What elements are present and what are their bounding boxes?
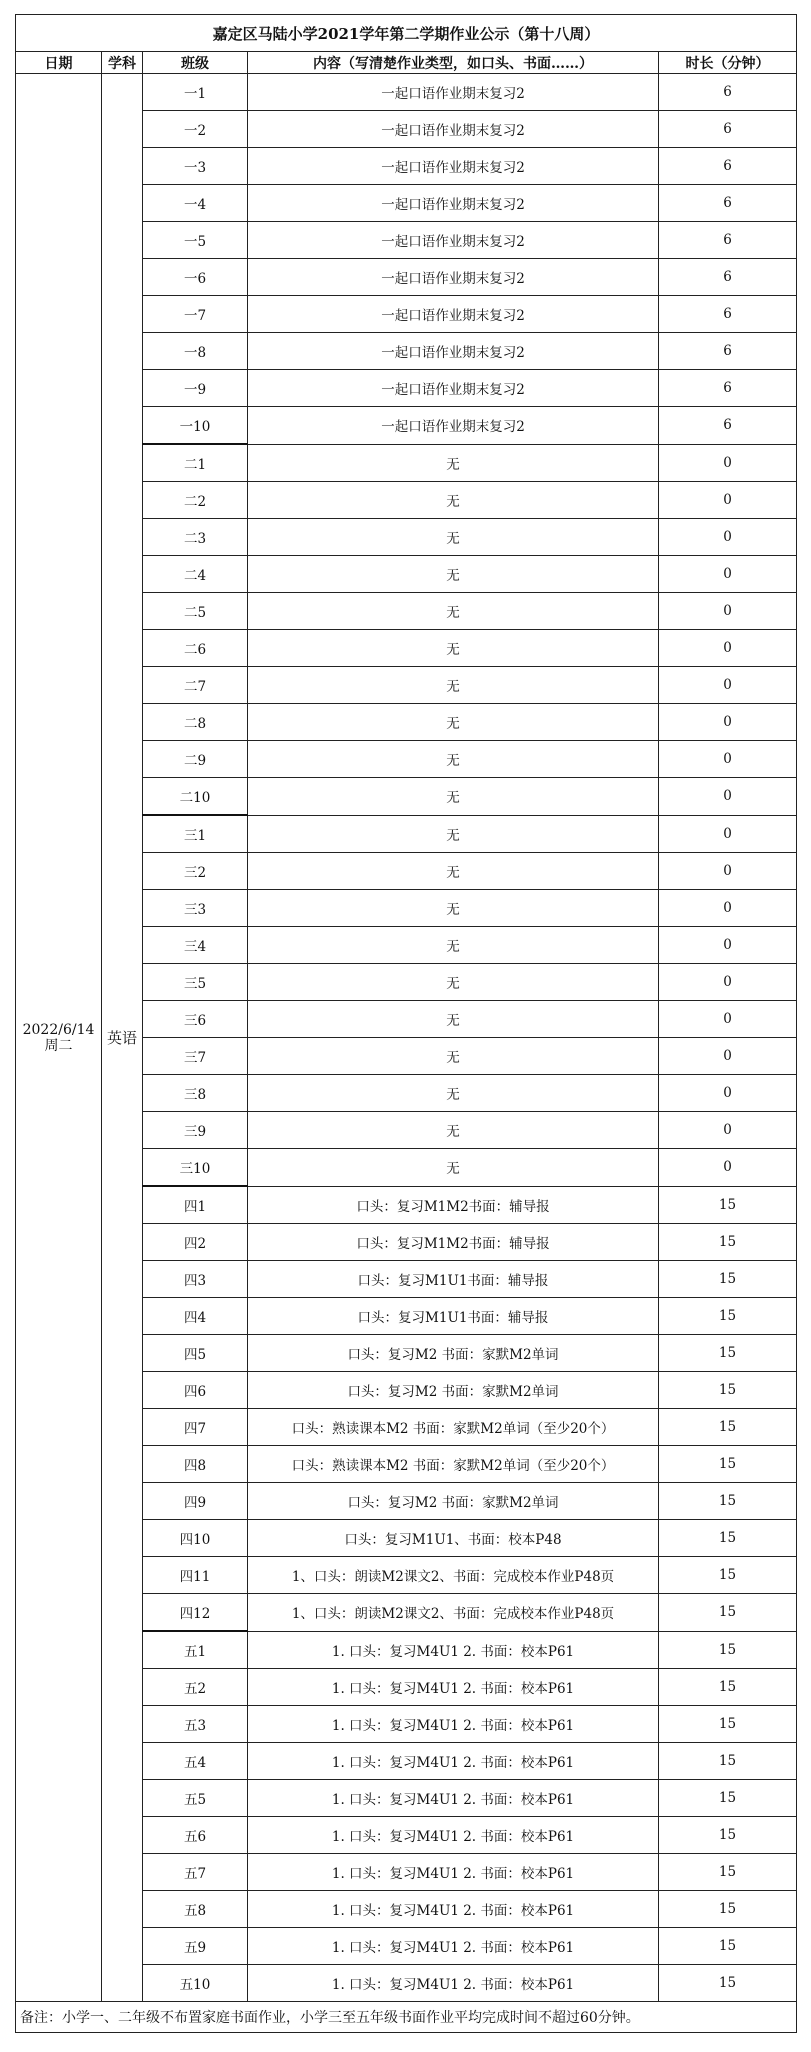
content-cell: 1. 口头：复习M4U1 2. 书面：校本P61 — [248, 1780, 659, 1817]
content-cell: 口头：复习M1M2书面：辅导报 — [248, 1186, 659, 1224]
class-cell: 二7 — [143, 667, 248, 704]
class-cell: 五10 — [143, 1965, 248, 2002]
duration-cell: 0 — [659, 1112, 797, 1149]
content-cell: 一起口语作业期末复习2 — [248, 222, 659, 259]
class-cell: 四9 — [143, 1483, 248, 1520]
content-cell: 一起口语作业期末复习2 — [248, 296, 659, 333]
class-cell: 一3 — [143, 148, 248, 185]
content-cell: 一起口语作业期末复习2 — [248, 407, 659, 445]
content-cell: 1. 口头：复习M4U1 2. 书面：校本P61 — [248, 1854, 659, 1891]
date-text: 2022/6/14 — [22, 1021, 95, 1038]
duration-cell: 15 — [659, 1520, 797, 1557]
sheet-title: 嘉定区马陆小学2021学年第二学期作业公示（第十八周） — [16, 15, 797, 52]
duration-cell: 6 — [659, 370, 797, 407]
class-cell: 五3 — [143, 1706, 248, 1743]
duration-cell: 6 — [659, 74, 797, 111]
duration-cell: 0 — [659, 704, 797, 741]
class-cell: 四5 — [143, 1335, 248, 1372]
class-cell: 一5 — [143, 222, 248, 259]
class-cell: 五7 — [143, 1854, 248, 1891]
duration-cell: 0 — [659, 1075, 797, 1112]
content-cell: 无 — [248, 593, 659, 630]
content-cell: 无 — [248, 890, 659, 927]
content-cell: 无 — [248, 1038, 659, 1075]
duration-cell: 15 — [659, 1261, 797, 1298]
class-cell: 四1 — [143, 1186, 248, 1224]
content-cell: 无 — [248, 1075, 659, 1112]
class-cell: 二4 — [143, 556, 248, 593]
content-cell: 无 — [248, 964, 659, 1001]
duration-cell: 15 — [659, 1743, 797, 1780]
duration-cell: 0 — [659, 1149, 797, 1187]
header-duration: 时长（分钟） — [659, 52, 797, 74]
class-cell: 一1 — [143, 74, 248, 111]
duration-cell: 0 — [659, 890, 797, 927]
duration-cell: 6 — [659, 407, 797, 445]
content-cell: 无 — [248, 927, 659, 964]
duration-cell: 15 — [659, 1780, 797, 1817]
class-cell: 四12 — [143, 1594, 248, 1632]
class-cell: 一6 — [143, 259, 248, 296]
duration-cell: 15 — [659, 1298, 797, 1335]
duration-cell: 0 — [659, 556, 797, 593]
duration-cell: 0 — [659, 964, 797, 1001]
content-cell: 1. 口头：复习M4U1 2. 书面：校本P61 — [248, 1965, 659, 2002]
duration-cell: 15 — [659, 1224, 797, 1261]
content-cell: 一起口语作业期末复习2 — [248, 148, 659, 185]
content-cell: 无 — [248, 1112, 659, 1149]
duration-cell: 15 — [659, 1631, 797, 1669]
duration-cell: 15 — [659, 1483, 797, 1520]
content-cell: 无 — [248, 630, 659, 667]
duration-cell: 15 — [659, 1186, 797, 1224]
content-cell: 口头：熟读课本M2 书面：家默M2单词（至少20个） — [248, 1446, 659, 1483]
content-cell: 1、口头：朗读M2课文2、书面：完成校本作业P48页 — [248, 1557, 659, 1594]
header-row — [16, 52, 797, 74]
homework-sheet — [15, 14, 796, 2033]
duration-cell: 6 — [659, 185, 797, 222]
content-cell: 无 — [248, 1149, 659, 1187]
class-cell: 一8 — [143, 333, 248, 370]
duration-cell: 0 — [659, 927, 797, 964]
class-cell: 四10 — [143, 1520, 248, 1557]
class-cell: 二2 — [143, 482, 248, 519]
content-cell: 一起口语作业期末复习2 — [248, 74, 659, 111]
duration-cell: 6 — [659, 333, 797, 370]
content-cell: 无 — [248, 704, 659, 741]
homework-table — [15, 14, 797, 2033]
title-row — [16, 15, 797, 52]
content-cell: 一起口语作业期末复习2 — [248, 259, 659, 296]
duration-cell: 15 — [659, 1446, 797, 1483]
duration-cell: 15 — [659, 1965, 797, 2002]
class-cell: 三6 — [143, 1001, 248, 1038]
date-cell — [16, 74, 102, 2002]
duration-cell: 15 — [659, 1557, 797, 1594]
duration-cell: 0 — [659, 444, 797, 482]
class-cell: 四7 — [143, 1409, 248, 1446]
header-class: 班级 — [143, 52, 248, 74]
content-cell: 无 — [248, 444, 659, 482]
duration-cell: 0 — [659, 741, 797, 778]
class-cell: 四2 — [143, 1224, 248, 1261]
content-cell: 1. 口头：复习M4U1 2. 书面：校本P61 — [248, 1891, 659, 1928]
duration-cell: 0 — [659, 853, 797, 890]
note-row — [16, 2002, 797, 2033]
header-content: 内容（写清楚作业类型，如口头、书面……） — [248, 52, 659, 74]
class-cell: 一10 — [143, 407, 248, 445]
duration-cell: 15 — [659, 1928, 797, 1965]
content-cell: 无 — [248, 778, 659, 816]
class-cell: 五4 — [143, 1743, 248, 1780]
class-cell: 四6 — [143, 1372, 248, 1409]
duration-cell: 15 — [659, 1372, 797, 1409]
class-cell: 五9 — [143, 1928, 248, 1965]
subject-cell: 英语 — [102, 74, 143, 2002]
class-cell: 二5 — [143, 593, 248, 630]
class-cell: 三3 — [143, 890, 248, 927]
footnote: 备注：小学一、二年级不布置家庭书面作业，小学三至五年级书面作业平均完成时间不超过60分钟。 — [16, 2002, 797, 2033]
class-cell: 四3 — [143, 1261, 248, 1298]
duration-cell: 6 — [659, 222, 797, 259]
header-subject: 学科 — [102, 52, 143, 74]
duration-cell: 0 — [659, 519, 797, 556]
content-cell: 无 — [248, 556, 659, 593]
duration-cell: 15 — [659, 1854, 797, 1891]
class-cell: 三8 — [143, 1075, 248, 1112]
class-cell: 二1 — [143, 444, 248, 482]
content-cell: 口头：熟读课本M2 书面：家默M2单词（至少20个） — [248, 1409, 659, 1446]
class-cell: 五2 — [143, 1669, 248, 1706]
content-cell: 一起口语作业期末复习2 — [248, 111, 659, 148]
content-cell: 无 — [248, 667, 659, 704]
content-cell: 一起口语作业期末复习2 — [248, 185, 659, 222]
content-cell: 口头：复习M1M2书面：辅导报 — [248, 1224, 659, 1261]
class-cell: 五1 — [143, 1631, 248, 1669]
content-cell: 1. 口头：复习M4U1 2. 书面：校本P61 — [248, 1706, 659, 1743]
duration-cell: 15 — [659, 1706, 797, 1743]
content-cell: 1、口头：朗读M2课文2、书面：完成校本作业P48页 — [248, 1594, 659, 1632]
class-cell: 二8 — [143, 704, 248, 741]
class-cell: 三4 — [143, 927, 248, 964]
class-cell: 一7 — [143, 296, 248, 333]
content-cell: 1. 口头：复习M4U1 2. 书面：校本P61 — [248, 1669, 659, 1706]
content-cell: 1. 口头：复习M4U1 2. 书面：校本P61 — [248, 1631, 659, 1669]
class-cell: 四11 — [143, 1557, 248, 1594]
class-cell: 五8 — [143, 1891, 248, 1928]
content-cell: 口头：复习M1U1书面：辅导报 — [248, 1261, 659, 1298]
content-cell: 无 — [248, 853, 659, 890]
class-cell: 四8 — [143, 1446, 248, 1483]
duration-cell: 6 — [659, 296, 797, 333]
class-cell: 一2 — [143, 111, 248, 148]
class-cell: 四4 — [143, 1298, 248, 1335]
duration-cell: 0 — [659, 778, 797, 816]
duration-cell: 0 — [659, 593, 797, 630]
duration-cell: 15 — [659, 1891, 797, 1928]
duration-cell: 0 — [659, 1001, 797, 1038]
duration-cell: 0 — [659, 630, 797, 667]
class-cell: 一4 — [143, 185, 248, 222]
duration-cell: 15 — [659, 1594, 797, 1632]
table-row — [16, 74, 797, 111]
content-cell: 口头：复习M2 书面：家默M2单词 — [248, 1483, 659, 1520]
class-cell: 三5 — [143, 964, 248, 1001]
content-cell: 一起口语作业期末复习2 — [248, 333, 659, 370]
class-cell: 一9 — [143, 370, 248, 407]
duration-cell: 0 — [659, 1038, 797, 1075]
class-cell: 二6 — [143, 630, 248, 667]
class-cell: 三7 — [143, 1038, 248, 1075]
duration-cell: 0 — [659, 667, 797, 704]
weekday-text: 周二 — [44, 1037, 73, 1054]
content-cell: 口头：复习M2 书面：家默M2单词 — [248, 1335, 659, 1372]
class-cell: 二3 — [143, 519, 248, 556]
class-cell: 二9 — [143, 741, 248, 778]
content-cell: 1. 口头：复习M4U1 2. 书面：校本P61 — [248, 1928, 659, 1965]
duration-cell: 6 — [659, 148, 797, 185]
header-date: 日期 — [16, 52, 102, 74]
duration-cell: 0 — [659, 815, 797, 853]
duration-cell: 6 — [659, 111, 797, 148]
class-cell: 三2 — [143, 853, 248, 890]
class-cell: 三10 — [143, 1149, 248, 1187]
class-cell: 三9 — [143, 1112, 248, 1149]
content-cell: 无 — [248, 741, 659, 778]
content-cell: 无 — [248, 482, 659, 519]
duration-cell: 6 — [659, 259, 797, 296]
duration-cell: 15 — [659, 1335, 797, 1372]
duration-cell: 15 — [659, 1817, 797, 1854]
class-cell: 二10 — [143, 778, 248, 816]
content-cell: 一起口语作业期末复习2 — [248, 370, 659, 407]
class-cell: 五5 — [143, 1780, 248, 1817]
duration-cell: 15 — [659, 1409, 797, 1446]
content-cell: 1. 口头：复习M4U1 2. 书面：校本P61 — [248, 1743, 659, 1780]
content-cell: 无 — [248, 1001, 659, 1038]
content-cell: 口头：复习M2 书面：家默M2单词 — [248, 1372, 659, 1409]
duration-cell: 15 — [659, 1669, 797, 1706]
content-cell: 无 — [248, 519, 659, 556]
content-cell: 1. 口头：复习M4U1 2. 书面：校本P61 — [248, 1817, 659, 1854]
duration-cell: 0 — [659, 482, 797, 519]
class-cell: 五6 — [143, 1817, 248, 1854]
content-cell: 无 — [248, 815, 659, 853]
class-cell: 三1 — [143, 815, 248, 853]
content-cell: 口头：复习M1U1书面：辅导报 — [248, 1298, 659, 1335]
content-cell: 口头：复习M1U1、书面：校本P48 — [248, 1520, 659, 1557]
